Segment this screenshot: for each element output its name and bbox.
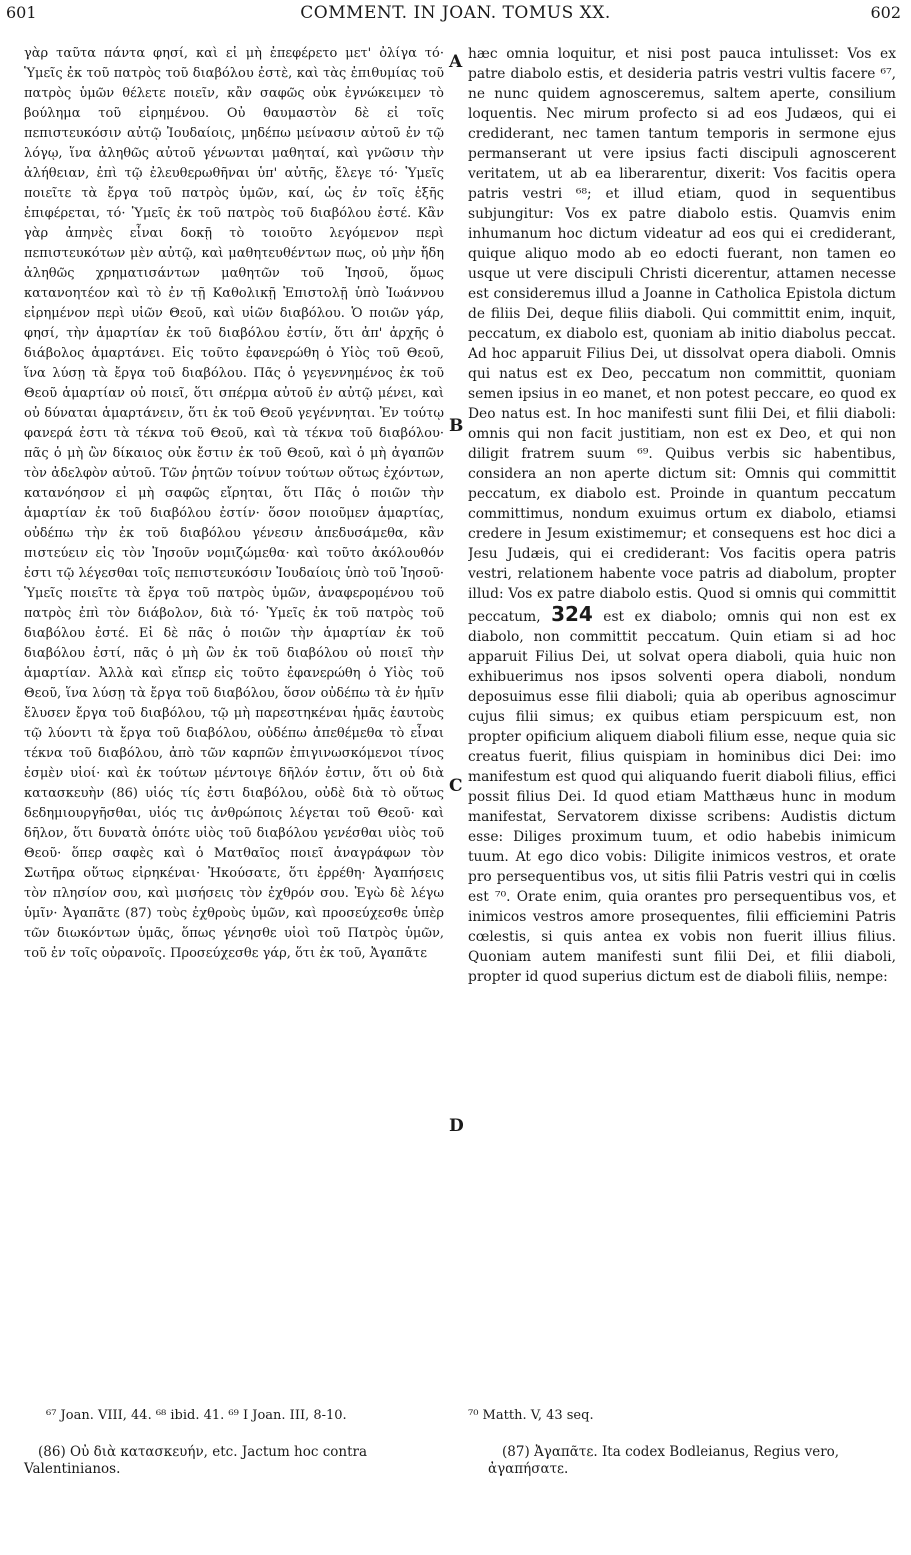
footnote-87 xyxy=(488,1444,898,1478)
margin-marker-c: C xyxy=(449,776,463,796)
margin-marker-a: A xyxy=(449,52,463,72)
margin-marker-d: D xyxy=(449,1116,464,1136)
margin-marker-b: B xyxy=(449,416,464,436)
greek-column xyxy=(24,44,444,1389)
latin-text-part-a: hæc omnia loquitur, et nisi post pauca intulisset: Vos ex patre diabolo estis, et desideria patris vestri vultis facere ⁶⁷, ne nunc quidem agnosceremus, saltem aperte, consilium loquentis. Nec mirum profecto si ad eos Judæos, qui ei crediderant, nec tamen tantum temporis in sermone ejus permanserant ut vere ipsius facti discipuli agnoscerent veritatem, ut ab ea liberarentur, dixerit: Vos facitis opera patris vestri ⁶⁸; et illud etiam, quod in sequentibus subjungitur: Vos ex patre diabolo estis. Quamvis enim inhumanum hoc dictum videatur ad eos qui ei crediderant, quique aliquo modo ab eo edocti fuerant, non tamen eo usque ut vere discipuli Christi dicerentur, attamen necesse est consideremus illud a Joanne in Catholica Epistola dictum de filiis Dei, deque filiis diaboli. Qui committit enim, inquit, peccatum, ex diabolo est, quoniam ab initio diabolus peccat. Ad hoc apparuit Filius Dei, ut dissolvat opera diaboli. Omnis qui natus est ex Deo, peccatum non committit, quoniam semen ipsius in eo manet, et non potest peccare, eo quod ex Deo natus est. In hoc manifesti sunt filii Dei, et filii diaboli: omnis qui non facit justitiam, non est ex Deo, et qui non diligit fratrem suum ⁶⁹. Quibus verbis sic habentibus, considera an non aperte dictum sit: Omnis qui committit peccatum, ex diabolo est. Proinde in quantum peccatum committimus, nondum exuimus ortum ex diabolo, etiamsi credere in Jesum existimemur; et consequens est hoc dici a Jesu Judæis, qui ei crediderant: Vos facitis opera patris vestri, relationem habente voce patris ad diabolum, propter illud: Vos ex patre diabolo estis. Quod si omnis qui committit peccatum, xyxy=(468,46,896,625)
greek-text: γὰρ ταῦτα πάντα φησί, καὶ εἰ μὴ ἐπεφέρετο μετ' ὀλίγα τό· Ὑμεῖς ἐκ τοῦ πατρὸς τοῦ διαβόλου ἐστὲ, καὶ τὰς ἐπιθυμίας τοῦ πατρὸς ὑμῶν θέλετε ποιεῖν, κἂν σαφῶς οὐκ ἐγνώκειμεν τὸ βούλημα τοῦ εἰρημένου. Οὐ θαυμαστὸν δὲ εἰ τοῖς πεπιστευκόσιν αὐτῷ Ἰουδαίοις, μηδέπω μείνασιν αὐτοῦ ἐν τῷ λόγῳ, ἵνα ἀληθῶς αὐτοῦ γένωνται μαθηταί, καὶ γνῶσιν τὴν ἀλήθειαν, ἐπὶ τῷ ἐλευθερωθῆναι ὑπ' αὐτῆς, ἔλεγε τό· Ὑμεῖς ποιεῖτε τὰ ἔργα τοῦ πατρὸς ὑμῶν, καί, ὡς ἐν τοῖς ἑξῆς ἐπιφέρεται, τό· Ὑμεῖς ἐκ τοῦ πατρὸς τοῦ διαβόλου ἐστέ. Κἂν γὰρ ἀπηνὲς εἶναι δοκῇ τὸ τοιοῦτο λεγόμενον περὶ πεπιστευκότων μὲν αὐτῷ, καὶ μαθητευθέντων πως, οὐ μὴν ἤδη ἀληθῶς χρηματισάντων μαθητῶν τοῦ Ἰησοῦ, ὅμως κατανοητέον καὶ τὸ ἐν τῇ Καθολικῇ Ἐπιστολῇ ὑπὸ Ἰωάννου εἰρημένον περὶ υἱῶν Θεοῦ, καὶ υἱῶν διαβόλου. Ὁ ποιῶν γάρ, φησί, τὴν ἁμαρτίαν ἐκ τοῦ διαβόλου ἐστίν, ὅτι ἀπ' ἀρχῆς ὁ διάβολος ἁμαρτάνει. Εἰς τοῦτο ἐφανερώθη ὁ Υἱὸς τοῦ Θεοῦ, ἵνα λύσῃ τὰ ἔργα τοῦ διαβόλου. Πᾶς ὁ γεγεννημένος ἐκ τοῦ Θεοῦ ἁμαρτίαν οὐ ποιεῖ, ὅτι σπέρμα αὐτοῦ ἐν αὐτῷ μένει, καὶ οὐ δύναται ἁμαρτάνειν, ὅτι ἐκ τοῦ Θεοῦ γεγέννηται. Ἐν τούτῳ φανερά ἐστι τὰ τέκνα τοῦ Θεοῦ, καὶ τὰ τέκνα τοῦ διαβόλου· πᾶς ὁ μὴ ὢν δίκαιος οὐκ ἔστιν ἐκ τοῦ Θεοῦ, καὶ ὁ μὴ ἀγαπῶν τὸν ἀδελφὸν αὐτοῦ. Τῶν ῥητῶν τοίνυν τούτων οὕτως ἐχόντων, κατανόησον εἰ μὴ σαφῶς εἴρηται, ὅτι Πᾶς ὁ ποιῶν τὴν ἁμαρτίαν ἐκ τοῦ διαβόλου ἐστίν· ὅσον ποιοῦμεν ἁμαρτίας, οὐδέπω τὴν ἐκ τοῦ διαβόλου γένεσιν ἀπεδυσάμεθα, κἂν πιστεύειν εἰς τὸν Ἰησοῦν νομιζώμεθα· καὶ τοῦτο ἀκόλουθόν ἐστι τῷ λέγεσθαι τοῖς πεπιστευκόσιν Ἰουδαίοις ὑπὸ τοῦ Ἰησοῦ· Ὑμεῖς ποιεῖτε τὰ ἔργα τοῦ πατρὸς ὑμῶν, ἀναφερομένου τοῦ πατρὸς ἐπὶ τὸν διάβολον, διὰ τό· Ὑμεῖς ἐκ τοῦ πατρὸς τοῦ διαβόλου ἐστέ. Εἰ δὲ πᾶς ὁ ποιῶν τὴν ἁμαρτίαν ἐκ τοῦ διαβόλου ἐστί, πᾶς ὁ μὴ ὢν ἐκ τοῦ διαβόλου οὐ ποιεῖ τὴν ἁμαρτίαν. Ἀλλὰ καὶ εἴπερ εἰς τοῦτο ἐφανερώθη ὁ Υἱὸς τοῦ Θεοῦ, ἵνα λύσῃ τὰ ἔργα τοῦ διαβόλου, ὅσον οὐδέπω τὰ ἐν ἡμῖν ἔλυσεν ἔργα τοῦ διαβόλου, τῷ μὴ παρεστηκέναι ἡμᾶς ἑαυτοὺς τῷ λύοντι τὰ ἔργα τοῦ διαβόλου, οὐδέπω ἀπεθέμεθα τὸ εἶναι τέκνα τοῦ διαβόλου, ἀπὸ τῶν καρπῶν ἐπιγινωσκόμενοι τίνος ἐσμὲν υἱοί· καὶ ἐκ τούτων μέντοιγε δῆλόν ἐστιν, ὅτι οὐ διὰ κατασκευὴν (86) υἱός τίς ἐστι διαβόλου, οὐδὲ διὰ τὸ οὕτως δεδημιουργῆσθαι, υἱός τις ἀνθρώποις λέγεται τοῦ Θεοῦ· καὶ δῆλον, ὅτι δυνατὰ ὁπότε υἱὸς τοῦ διαβόλου γενέσθαι υἱὸς τοῦ Θεοῦ· ὅπερ σαφὲς καὶ ὁ Ματθαῖος ποιεῖ ἀναγράφων τὸν Σωτῆρα οὕτως εἰρηκέναι· Ἠκούσατε, ὅτι ἐρρέθη· Ἀγαπήσεις τὸν πλησίον σου, καὶ μισήσεις τὸν ἐχθρόν σου. Ἐγὼ δὲ λέγω ὑμῖν· Ἀγαπᾶτε (87) τοὺς ἐχθροὺς ὑμῶν, καὶ προσεύχεσθε ὑπὲρ τῶν διωκόντων ὑμᾶς, ὅπως γένησθε υἱοὶ τοῦ Πατρὸς ὑμῶν, τοῦ ἐν τοῖς οὐρανοῖς. Προσεύχεσθε γάρ, ὅτι ἐκ τοῦ, Ἀγαπᾶτε xyxy=(24,46,444,961)
footnote-87-text: (87) Ἀγαπᾶτε. Ita codex Bodleianus, Regius vero, ἀγαπήσατε. xyxy=(488,1444,840,1477)
left-page-number: 601 xyxy=(6,3,37,22)
footnote-86-text: (86) Οὐ διὰ κατασκευήν, etc. Jactum hoc contra Valentinianos. xyxy=(24,1444,368,1477)
running-title: COMMENT. IN JOAN. TOMUS XX. xyxy=(300,3,611,23)
latin-column xyxy=(468,44,896,1389)
scripture-references-right: ⁷⁰ Matth. V, 43 seq. xyxy=(468,1408,594,1423)
latin-text-part-b: est ex diabolo; omnis qui non est ex diabolo, non committit peccatum. Quin etiam si ad hoc apparuit Filius Dei, ut solvat opera diaboli, quia huic non exhibuerimus nos ipsos solventi opera diaboli, nondum deposuimus esse filii diaboli; quia ab operibus agnoscimur cujus filii simus; ex quibus etiam perspicuum est, non propter opificium aliquem diaboli filium esse, neque quia sic creatus fuerit, filius quispiam in hominibus dici Dei: imo manifestum est quod qui aliquando fuerit diaboli filius, effici possit filius Dei. Id quod etiam Matthæus hunc in modum manifestat, Servatorem dixisse scribens: Audistis dictum esse: Diliges proximum tuum, et odio habebis inimicum tuum. At ego dico vobis: Diligite inimicos vestros, et orate pro persequentibus vos, ut sitis filii Patris vestri qui in cœlis est ⁷⁰. Orate enim, quia orantes pro persequentibus vos, et inimicos vestros amore prosequentes, filii efficiemini Patris cœlestis, si quis antea ex vobis non fuerit illius filius. Quoniam autem manifesti sunt filii Dei, et filii diaboli, propter id quod superius dictum est de diaboli filiis, nempe: xyxy=(468,609,896,985)
footnote-86 xyxy=(24,1444,442,1478)
column-number: 324 xyxy=(551,602,593,626)
page-header xyxy=(0,3,911,27)
right-page-number: 602 xyxy=(870,3,901,22)
scripture-references-left: ⁶⁷ Joan. VIII, 44. ⁶⁸ ibid. 41. ⁶⁹ I Joan. III, 8-10. xyxy=(46,1408,347,1423)
latin-paragraph xyxy=(468,44,896,987)
